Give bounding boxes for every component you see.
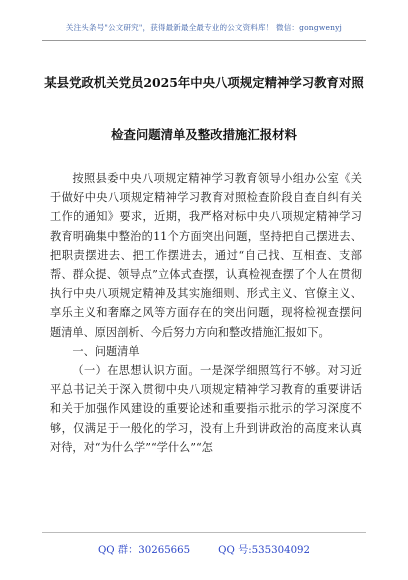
header-divider	[42, 40, 366, 41]
intro-paragraph: 按照县委中央八项规定精神学习教育领导小组办公室《关于做好中央八项规定精神学习教育对照检查阶段自查自纠有关工作的通知》要求，近期，我严格对标中央八项规定精神学习教育明确集中整治的11个方面突出问题，坚持把自己摆进去、把职责摆进去、把工作摆进去，通过“自己找、互相查、支部帮、群众提、领导点”立体式查摆，认真检视查摆了个人在贯彻执行中央八项规定精神及其实施细则、形式主义、官僚主义、享乐主义和奢靡之风等方面存在的突出问题，现将检视查摆问题清单、原因剖析、今后努力方向和整改措施汇报如下。	[50, 172, 362, 339]
footer-qq-group: QQ 群：30265665	[97, 545, 191, 556]
section-heading: 一、问题清单	[72, 344, 140, 358]
document-body	[50, 169, 362, 457]
point-1-paragraph: （一）在思想认识方面。一是深学细照笃行不够。对习近平总书记关于深入贯彻中央八项规定精神学习教育的重要讲话和关于加强作风建设的重要论述和重要指示批示的学习深度不够，仅满足于一般化的学习，没有上升到讲政治的高度来认真对待，对“为什么学”“学什么”“怎	[50, 364, 362, 454]
header-note: 关注头条号"公文研究"，获得最新最全最专业的公文资料库！ 微信：gongwenyj	[65, 23, 343, 32]
footer-contact	[0, 541, 408, 556]
footer-divider	[42, 532, 366, 533]
footer-qq-number: QQ 号:535304092	[218, 545, 311, 556]
document-title-line-1: 某县党政机关党员2025年中央八项规定精神学习教育对照	[44, 75, 364, 90]
document-title-line-2: 检查问题清单及整改措施汇报材料	[111, 127, 297, 142]
